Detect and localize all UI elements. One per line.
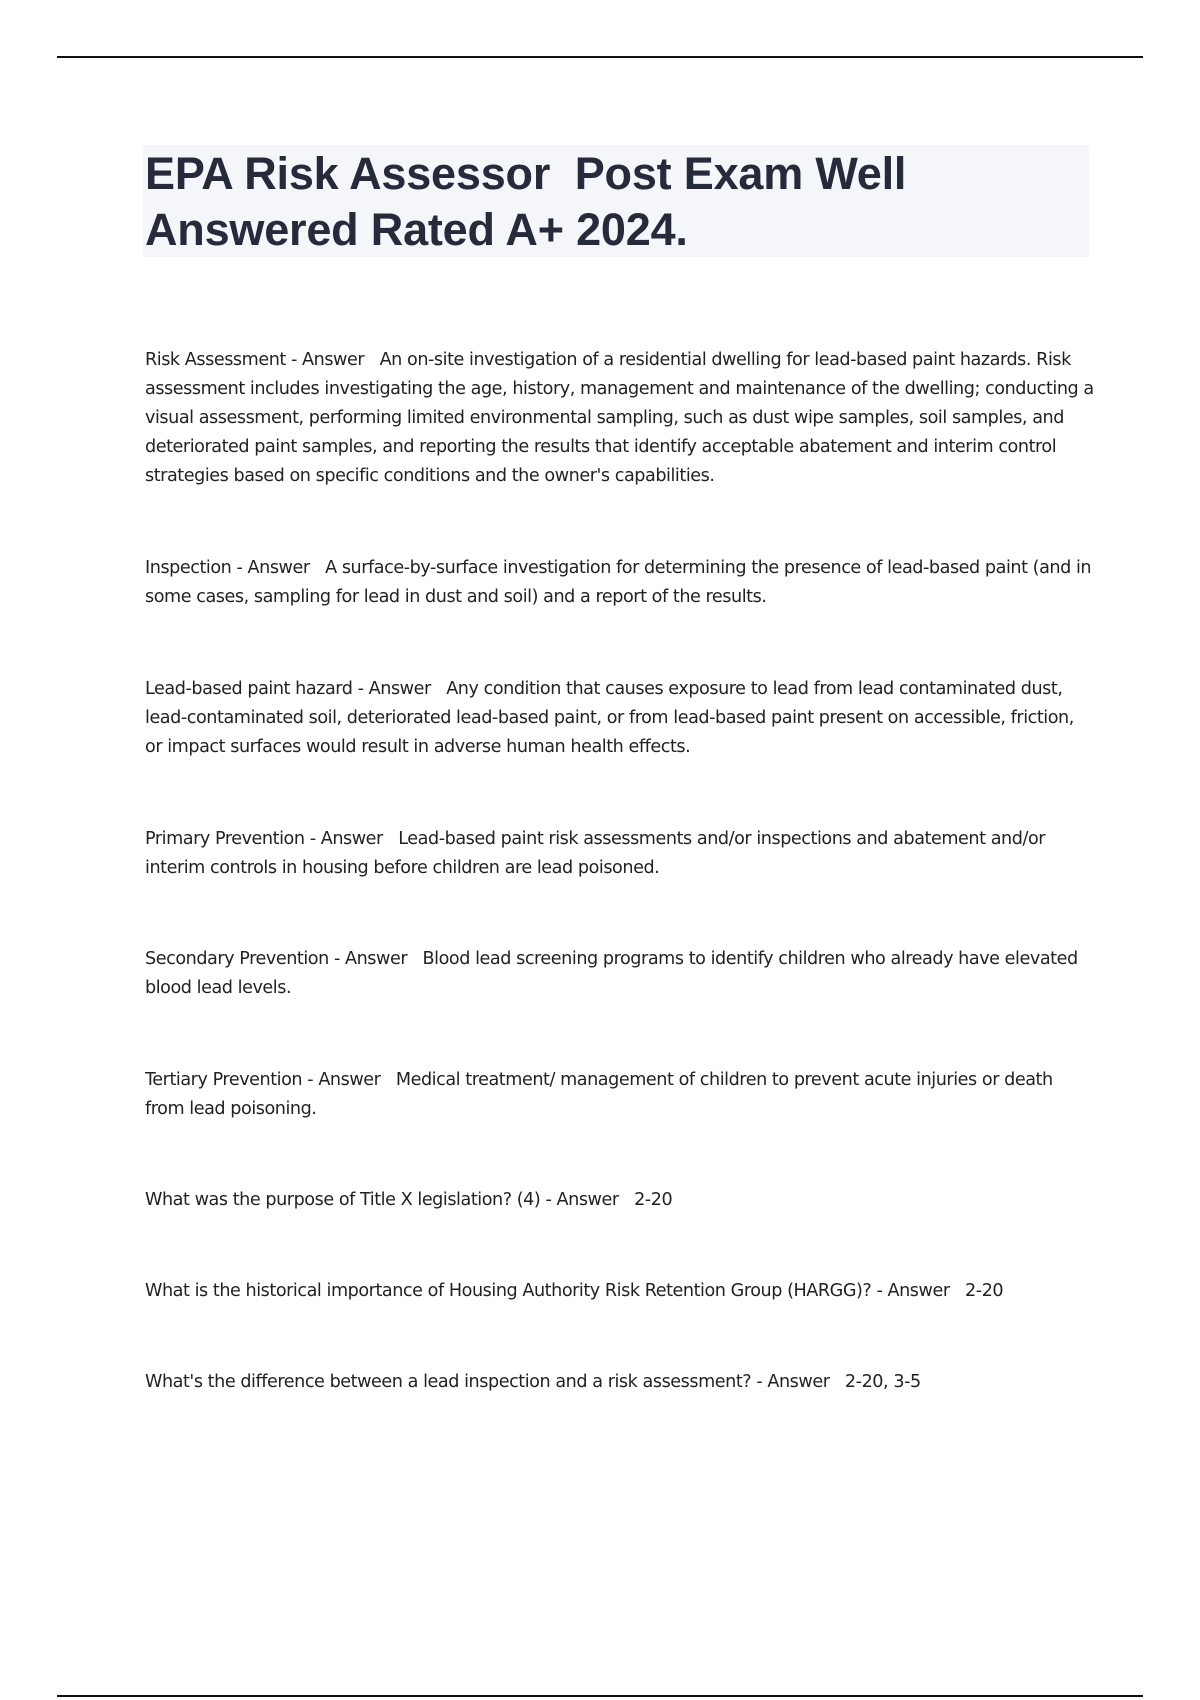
qa-term: What was the purpose of Title X legislation? (4) — [145, 1190, 541, 1210]
qa-term: Lead-based paint hazard — [145, 679, 353, 699]
qa-term: Tertiary Prevention — [145, 1070, 303, 1090]
qa-answer: An on-site investigation of a residential dwelling for lead-based paint hazards. Risk assessment includes investigating the age, history, management and maintenance of the dwelling; conducting a visual assessment, performing limited environmental sampling, such as dust wipe samples, soil samples, and deteriorated paint samples, and reporting the results that identify acceptable abatement and interim control strategies based on specific conditions and the owner's capabilities. — [145, 350, 1099, 486]
qa-separator: - Answer — [540, 1190, 635, 1210]
qa-answer: 2-20 — [965, 1281, 1004, 1301]
qa-item-hargg — [145, 1277, 1095, 1306]
qa-separator: - Answer — [285, 350, 380, 370]
qa-item-tertiary-prevention — [145, 1066, 1095, 1124]
qa-separator: - Answer — [231, 558, 326, 578]
qa-item-inspection-vs-risk-assessment — [145, 1368, 1095, 1397]
qa-item-primary-prevention — [145, 825, 1095, 883]
qa-item-risk-assessment — [145, 346, 1099, 491]
header-rule — [57, 56, 1143, 58]
page-title: EPA Risk Assessor Post Exam Well Answered Rated A+ 2024. — [145, 148, 917, 255]
qa-answer: Blood lead screening programs to identify children who already have elevated blood lead levels. — [145, 949, 1083, 998]
qa-answer: A surface-by-surface investigation for determining the presence of lead-based paint (and in some cases, sampling for lead in dust and soil) and a report of the results. — [145, 558, 1097, 607]
qa-term: What's the difference between a lead inspection and a risk assessment? — [145, 1372, 752, 1392]
qa-answer: 2-20 — [634, 1190, 673, 1210]
qa-separator: - Answer — [302, 1070, 396, 1090]
qa-term: Risk Assessment — [145, 350, 286, 370]
qa-answer: Medical treatment/ management of children to prevent acute injuries or death from lead poisoning. — [145, 1070, 1058, 1119]
qa-answer: Any condition that causes exposure to lead from lead contaminated dust, lead-contaminated soil, deteriorated lead-based paint, or from lead-based paint present on accessible, friction, or impact surfaces would result in adverse human health effects. — [145, 679, 1080, 757]
qa-term: Primary Prevention — [145, 829, 305, 849]
qa-answer: 2-20, 3-5 — [844, 1372, 921, 1392]
qa-separator: - Answer — [352, 679, 447, 699]
qa-item-title-x — [145, 1186, 1095, 1215]
qa-item-secondary-prevention — [145, 945, 1095, 1003]
qa-item-inspection — [145, 554, 1095, 612]
qa-separator: - Answer — [751, 1372, 845, 1392]
qa-separator: - Answer — [871, 1281, 966, 1301]
qa-item-lead-based-paint-hazard — [145, 675, 1095, 762]
qa-answer: Lead-based paint risk assessments and/or inspections and abatement and/or interim controls in housing before children are lead poisoned. — [145, 829, 1051, 878]
qa-term: Inspection — [145, 558, 232, 578]
qa-term: What is the historical importance of Housing Authority Risk Retention Group (HARGG)? — [145, 1281, 872, 1301]
qa-separator: - Answer — [328, 949, 423, 969]
qa-term: Secondary Prevention — [145, 949, 329, 969]
footer-rule — [57, 1695, 1143, 1697]
qa-separator: - Answer — [304, 829, 399, 849]
